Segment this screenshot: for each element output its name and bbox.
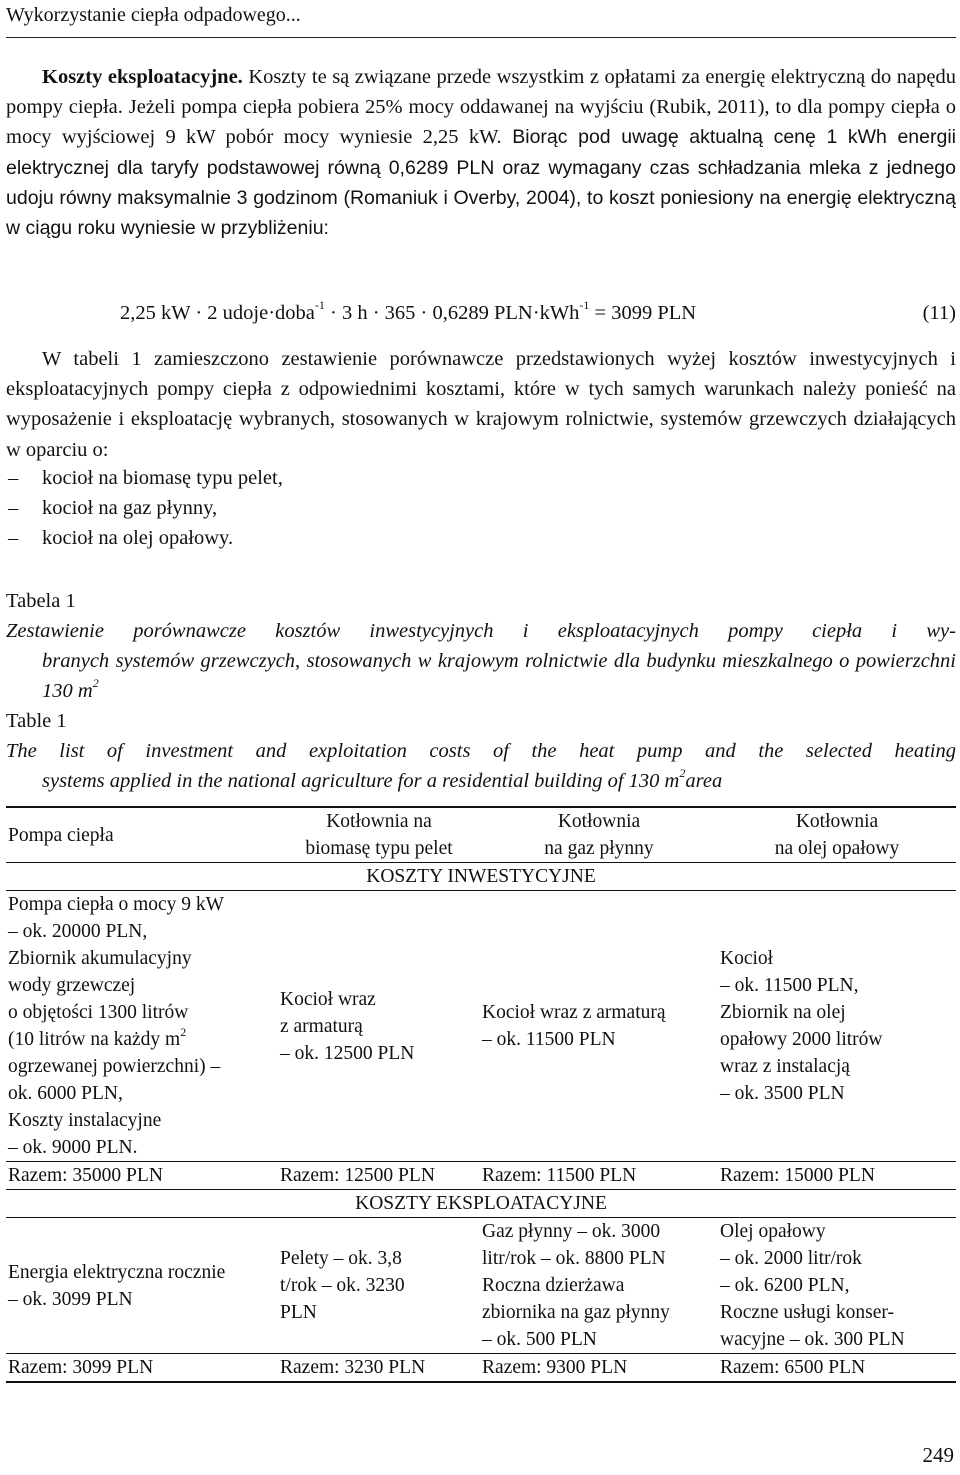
cell-line: – ok. 12500 PLN (280, 1042, 415, 1064)
operating-row (6, 1218, 956, 1354)
total-cell: Razem: 12500 PLN (278, 1162, 480, 1190)
cell-line: Pelety – ok. 3,8 (280, 1248, 402, 1269)
list-dash: – (8, 497, 19, 520)
cell-line: Koszty instalacyjne (8, 1110, 162, 1131)
list-item (6, 493, 956, 523)
cell-line: Kocioł wraz z armaturą (482, 1002, 666, 1023)
paragraph-text-b: Biorąc pod uwagę aktualną cenę 1 kWh energii elektrycznej dla taryfy podstawowej równą 0,6289 PLN oraz wymagany czas schładzania mleka z jednego udoju równy maksymalnie 3 godzinom (Romaniuk i Overby, 2004), to koszt poniesiony na energię elektryczną w ciągu roku wyniesie w przybliżeniu: (6, 126, 956, 240)
section-title-investment: KOSZTY INWESTYCYJNE (6, 863, 956, 891)
cell-line: – ok. 3500 PLN (720, 1083, 845, 1104)
cell-line: opałowy 2000 litrów (720, 1029, 883, 1050)
formula-part-2: · 3 h · 365 · 0,6289 PLN·kWh (324, 302, 580, 324)
header-line: na gaz płynny (544, 838, 654, 859)
cell-line: – ok. 9000 PLN. (8, 1137, 138, 1158)
investment-oil (718, 891, 956, 1162)
paragraph-comparison (6, 344, 956, 465)
cell-line: o objętości 1300 litrów (8, 1002, 189, 1023)
table-label-en: Table 1 (6, 710, 67, 732)
list-dash: – (8, 467, 19, 489)
paragraph-lead: Koszty eksploatacyjne. (42, 66, 243, 88)
section-row-investment (6, 863, 956, 891)
operating-totals-row (6, 1354, 956, 1383)
list-item (6, 523, 956, 553)
cell-line: – ok. 2000 litr/rok (720, 1248, 862, 1269)
operating-biomass (278, 1218, 480, 1354)
cell-line: t/rok – ok. 3230 (280, 1275, 405, 1296)
table-title-en-exponent: 2 (679, 766, 686, 781)
cell-line: – ok. 20000 PLN, (8, 921, 148, 942)
cell-line: – ok. 3099 PLN (8, 1288, 133, 1310)
paragraph-text-a: Koszty te są związane przede wszystkim z opłatami za energię elektryczną do napędu pompy ciepła. Jeżeli pompa ciepła pobiera 25% mocy oddawanej na wyjściu (Rubik, 2011), to dla pompy ciepła o mocy wyjściowej 9 kW pobór mocy wyniesie 2,25 kW. (6, 66, 956, 149)
cell-line: Zbiornik akumulacyjny (8, 948, 192, 969)
table-title-en-line1: The list of investment and exploitation costs of the heat pump and the selected heating (6, 740, 956, 762)
formula-11 (120, 298, 956, 328)
operating-oil (718, 1218, 956, 1354)
list-item-text: kocioł na gaz płynny, (42, 497, 218, 520)
table-header-row (6, 807, 956, 863)
cell-line: Zbiornik na olej (720, 1002, 846, 1023)
cell-exponent: 2 (180, 1024, 187, 1039)
header-gas (480, 807, 718, 863)
total-cell: Razem: 6500 PLN (718, 1354, 956, 1383)
cell-line: Olej opałowy (720, 1221, 826, 1242)
table-title-en-text: systems applied in the national agriculture for a residential building of 130 m (42, 770, 680, 792)
section-title-operating: KOSZTY EKSPLOATACYJNE (6, 1190, 956, 1218)
table-title-pl-exponent: 2 (92, 676, 99, 691)
cell-line: – ok. 11500 PLN (482, 1029, 616, 1050)
table-label-pl: Tabela 1 (6, 590, 76, 612)
cell-line: PLN (280, 1302, 317, 1323)
cell-line: Kocioł wraz (280, 988, 376, 1010)
running-header: Wykorzystanie ciepła odpadowego... (6, 4, 301, 26)
cell-line (8, 1026, 276, 1053)
paragraph-operating-costs (6, 62, 956, 243)
boiler-list (6, 463, 956, 554)
investment-totals-row (6, 1162, 956, 1190)
header-biomass (278, 807, 480, 863)
cell-line: – ok. 11500 PLN, (720, 975, 859, 996)
paragraph-text (6, 62, 956, 243)
list-item-text: kocioł na olej opałowy. (42, 527, 234, 550)
cell-line: zbiornika na gaz płynny (482, 1302, 670, 1323)
formula-part-3: = 3099 PLN (589, 302, 697, 324)
investment-heat-pump (6, 891, 278, 1162)
table-title-en-rest (6, 766, 956, 796)
header-rule (6, 37, 956, 38)
paragraph-text: W tabeli 1 zamieszczono zestawienie porównawcze przedstawionych wyżej kosztów inwestycyjnych i eksploatacyjnych pompy ciepła z odpowiednimi kosztami, które w tych samych warunkach należy ponieść na wyposażenie i eksploatację wybranych, stosowanych w krajowym rolnictwie, systemów grzewczych działających w oparciu o: (6, 348, 956, 461)
table-title-en-text-end: area (685, 770, 723, 792)
cell-text: (10 litrów na każdy m (8, 1029, 181, 1050)
table-title-pl-rest (6, 646, 956, 706)
header-line: Kotłownia na (326, 811, 432, 832)
total-cell: Razem: 3230 PLN (278, 1354, 480, 1383)
cell-line: litr/rok – ok. 8800 PLN (482, 1248, 666, 1269)
cell-line: Energia elektryczna rocznie (8, 1261, 226, 1283)
header-line: biomasę typu pelet (305, 838, 453, 859)
table-caption (6, 586, 956, 796)
cell-line: – ok. 6200 PLN, (720, 1275, 850, 1296)
operating-heat-pump (6, 1218, 278, 1354)
cell-line: wacyjne – ok. 300 PLN (720, 1329, 905, 1350)
cell-line: Kocioł (720, 948, 774, 969)
cell-line: Pompa ciepła o mocy 9 kW (8, 894, 225, 915)
total-cell: Razem: 35000 PLN (6, 1162, 278, 1190)
cell-line: wraz z instalacją (720, 1056, 850, 1077)
formula-part-1: 2,25 kW · 2 udoje·doba (120, 302, 315, 324)
formula-exponent-1: -1 (314, 298, 325, 313)
cell-line: ogrzewanej powierzchni) – (8, 1056, 221, 1077)
header-heat-pump: Pompa ciepła (6, 807, 278, 863)
total-cell: Razem: 3099 PLN (6, 1354, 278, 1383)
section-row-operating (6, 1190, 956, 1218)
header-oil (718, 807, 956, 863)
cell-line: Gaz płynny – ok. 3000 (482, 1221, 661, 1242)
page-number: 249 (922, 1443, 954, 1467)
formula-number: (11) (922, 302, 956, 324)
total-cell: Razem: 15000 PLN (718, 1162, 956, 1190)
cell-line: z armaturą (280, 1015, 363, 1037)
list-item (6, 463, 956, 493)
cell-line: Roczne usługi konser- (720, 1302, 894, 1323)
total-cell: Razem: 11500 PLN (480, 1162, 718, 1190)
header-line: na olej opałowy (774, 838, 900, 859)
header-line: Kotłownia (795, 811, 879, 832)
header-line: Kotłownia (557, 811, 641, 832)
investment-row (6, 891, 956, 1162)
total-cell: Razem: 9300 PLN (480, 1354, 718, 1383)
cell-line: ok. 6000 PLN, (8, 1083, 123, 1104)
operating-gas (480, 1218, 718, 1354)
list-dash: – (8, 527, 19, 550)
table-title-pl-line1: Zestawienie porównawcze kosztów inwestycyjnych i eksploatacyjnych pompy ciepła i wy- (6, 620, 956, 642)
cell-line: – ok. 500 PLN (482, 1329, 597, 1350)
cost-comparison-table (6, 806, 956, 1383)
cell-line: Roczna dzierżawa (482, 1275, 625, 1296)
cell-line: wody grzewczej (8, 975, 136, 996)
table-title-pl-text: branych systemów grzewczych, stosowanych w krajowym rolnictwie dla budynku mieszkalnego o powierzchni 130 m (42, 650, 956, 702)
list-item-text: kocioł na biomasę typu pelet, (42, 467, 283, 489)
investment-biomass (278, 891, 480, 1162)
investment-gas (480, 891, 718, 1162)
formula-exponent-2: -1 (579, 298, 590, 313)
